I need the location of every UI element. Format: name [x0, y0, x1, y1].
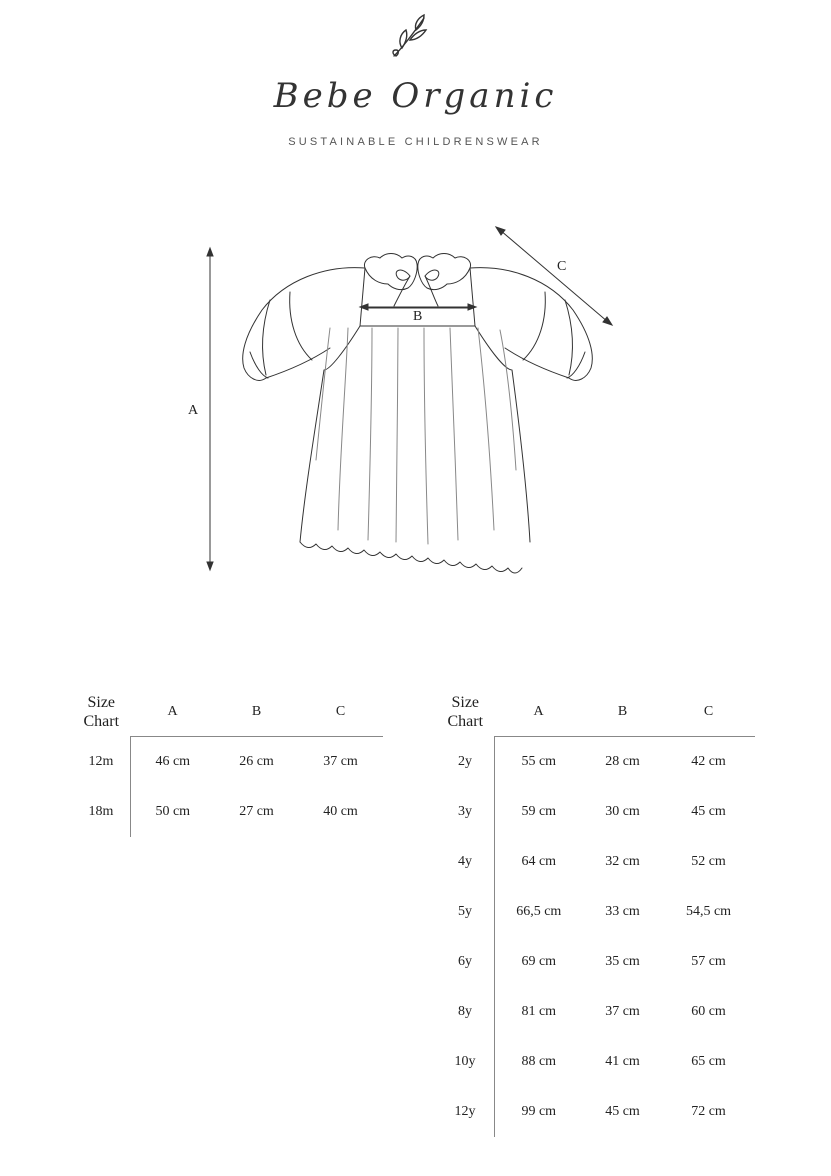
- measure-a-cell: 59 cm: [521, 804, 557, 819]
- chart-heading: Chart: [83, 713, 120, 731]
- table-row: [72, 737, 383, 788]
- table-row: [436, 787, 755, 837]
- measure-a-cell: 50 cm: [155, 804, 191, 819]
- dress-icon: [243, 254, 593, 574]
- measure-b-cell: 30 cm: [605, 804, 640, 819]
- chart-heading: Chart: [447, 713, 484, 731]
- brand-name: Bebe Organic: [273, 76, 558, 116]
- dimension-label-b: B: [413, 309, 423, 324]
- size-cell: 4y: [436, 837, 495, 887]
- table-row: [72, 787, 383, 837]
- measure-c-cell: 42 cm: [691, 754, 726, 769]
- measure-c-cell: 57 cm: [691, 954, 726, 969]
- measure-b-cell: 26 cm: [239, 754, 274, 769]
- measure-c-cell: 65 cm: [691, 1054, 726, 1069]
- measure-b-cell: 32 cm: [605, 854, 640, 869]
- measure-c-cell: 40 cm: [323, 804, 358, 819]
- table-row: [436, 937, 755, 987]
- leaf-sprig-icon: [388, 10, 440, 62]
- size-chart-table-kids: [436, 688, 755, 1137]
- brand-tagline: SUSTAINABLE CHILDRENSWEAR: [288, 136, 543, 148]
- column-header-c: C: [663, 688, 755, 737]
- table-row: [436, 1037, 755, 1087]
- measure-c-cell: 72 cm: [691, 1104, 726, 1119]
- measure-a-cell: 66,5 cm: [516, 904, 562, 919]
- column-header-a: A: [131, 688, 215, 737]
- table-row: [436, 887, 755, 937]
- dimension-label-a: A: [188, 403, 199, 418]
- size-chart-heading: [436, 688, 495, 737]
- table-row: [436, 737, 755, 788]
- column-header-b: B: [583, 688, 663, 737]
- size-cell: 12m: [72, 737, 131, 788]
- measure-b-cell: 33 cm: [605, 904, 640, 919]
- measure-c-cell: 54,5 cm: [685, 904, 732, 919]
- size-heading: Size: [451, 694, 480, 712]
- measure-a-cell: 64 cm: [521, 854, 557, 869]
- measure-a-cell: 81 cm: [521, 1004, 557, 1019]
- measure-a-cell: 46 cm: [155, 754, 191, 769]
- measure-b-cell: 37 cm: [605, 1004, 640, 1019]
- size-cell: 2y: [436, 737, 495, 788]
- measure-a-cell: 88 cm: [521, 1054, 557, 1069]
- size-heading: Size: [87, 694, 116, 712]
- size-cell: 8y: [436, 987, 495, 1037]
- size-chart-heading: [72, 688, 131, 737]
- measure-c-cell: 45 cm: [691, 804, 726, 819]
- size-cell: 10y: [436, 1037, 495, 1087]
- dress-diagram: [0, 210, 831, 590]
- measure-a-cell: 99 cm: [521, 1104, 557, 1119]
- column-header-a: A: [495, 688, 583, 737]
- size-cell: 18m: [72, 787, 131, 837]
- size-cell: 6y: [436, 937, 495, 987]
- measure-a-cell: 55 cm: [521, 754, 557, 769]
- table-row: [436, 987, 755, 1037]
- dimension-label-c: C: [557, 259, 567, 274]
- measure-c-cell: 52 cm: [691, 854, 726, 869]
- column-header-b: B: [215, 688, 299, 737]
- table-row: [436, 837, 755, 887]
- measure-b-cell: 28 cm: [605, 754, 640, 769]
- measure-b-cell: 35 cm: [605, 954, 640, 969]
- measure-c-cell: 37 cm: [323, 754, 358, 769]
- measure-b-cell: 45 cm: [605, 1104, 640, 1119]
- size-cell: 3y: [436, 787, 495, 837]
- measure-a-cell: 69 cm: [521, 954, 557, 969]
- size-cell: 5y: [436, 887, 495, 937]
- column-header-c: C: [299, 688, 383, 737]
- size-chart-table-baby: [72, 688, 383, 837]
- table-row: [436, 1087, 755, 1137]
- measure-b-cell: 27 cm: [239, 804, 274, 819]
- size-cell: 12y: [436, 1087, 495, 1137]
- measure-b-cell: 41 cm: [605, 1054, 640, 1069]
- measure-c-cell: 60 cm: [691, 1004, 726, 1019]
